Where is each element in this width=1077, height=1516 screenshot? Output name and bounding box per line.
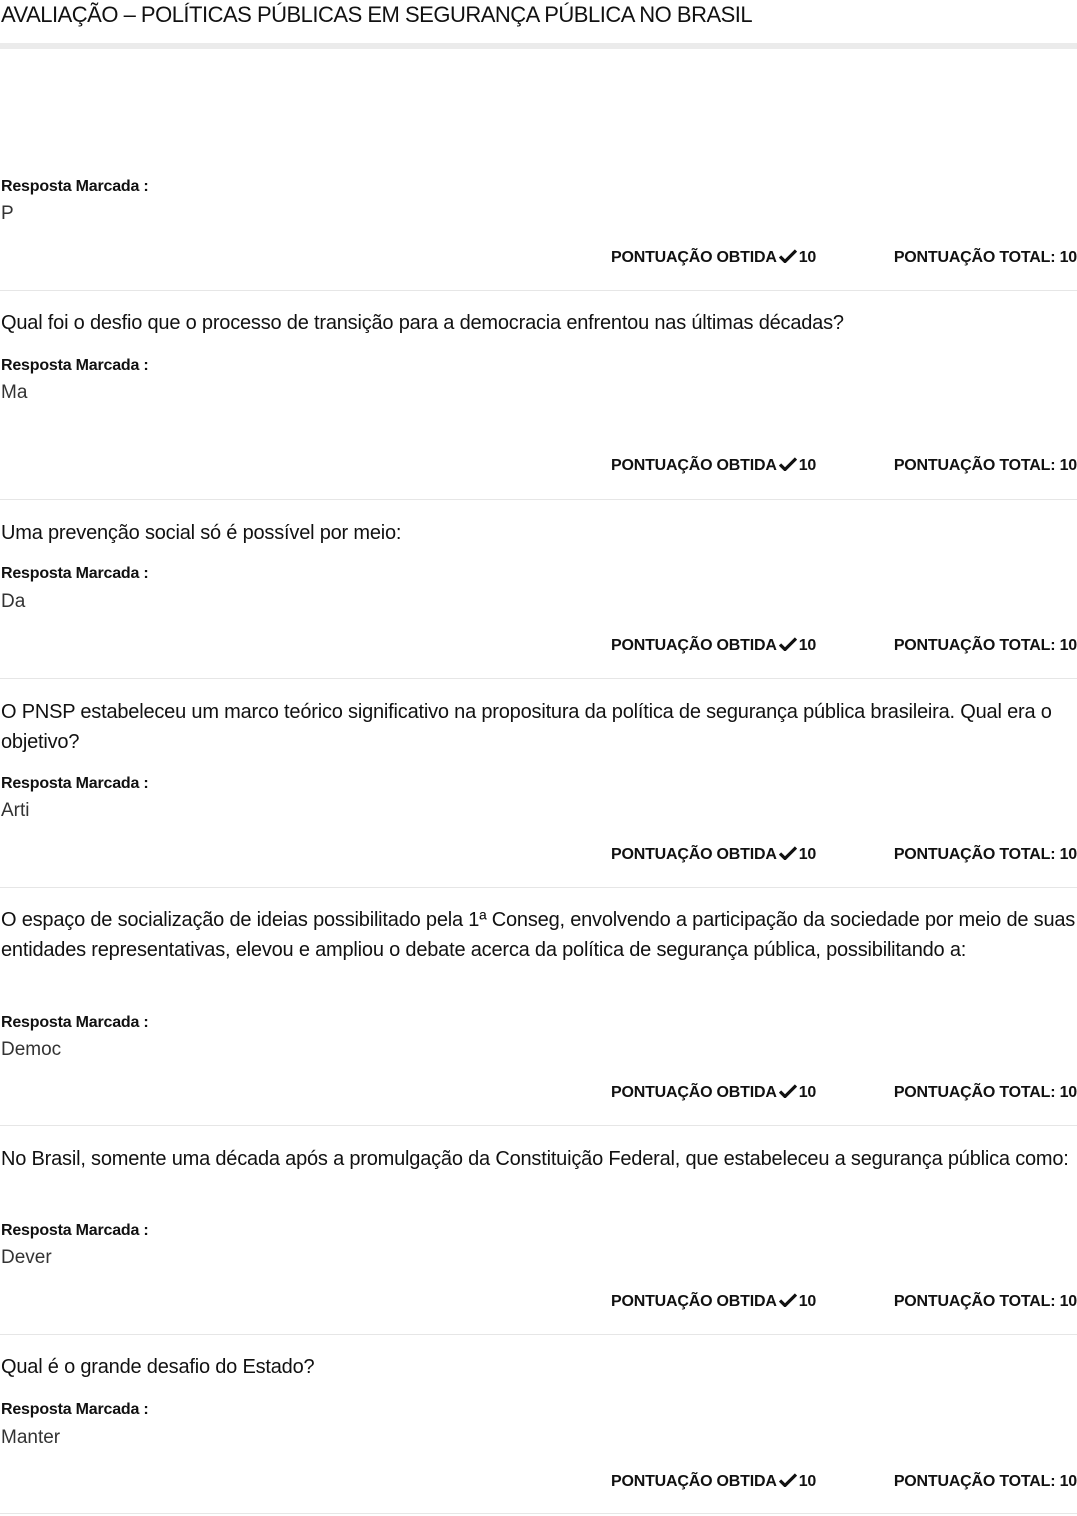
question-divider [0,1125,1077,1126]
question-divider [0,290,1077,291]
checkmark-icon [779,846,797,860]
score-obtained-value: 10 [798,637,817,654]
answer-label: Resposta Marcada : [1,357,149,374]
page-title: AVALIAÇÃO – POLÍTICAS PÚBLICAS EM SEGURANÇA PÚBLICA NO BRASIL [1,2,753,27]
score-obtained-value: 10 [798,457,817,474]
checkmark-icon [779,1293,797,1307]
checkmark-icon [779,637,797,651]
question-text: Qual foi o desfio que o processo de transição para a democracia enfrentou nas últimas décadas? [1,312,844,334]
score-obtained [611,846,816,864]
checkmark-icon [779,1084,797,1098]
score-obtained-value: 10 [798,1084,817,1101]
question-divider [0,1334,1077,1335]
answer-value: Democ [1,1039,62,1060]
answer-value: Dever [1,1247,52,1268]
score-obtained-label: PONTUAÇÃO OBTIDA [611,846,777,863]
answer-label: Resposta Marcada : [1,1222,149,1239]
score-total: PONTUAÇÃO TOTAL: 10 [893,1293,1077,1310]
answer-value: Arti [1,800,30,821]
answer-value: Manter [1,1427,61,1448]
score-obtained [611,457,816,475]
score-total: PONTUAÇÃO TOTAL: 10 [893,1473,1077,1490]
score-obtained-label: PONTUAÇÃO OBTIDA [611,1473,777,1490]
question-divider [0,499,1077,500]
score-obtained-value: 10 [798,846,817,863]
score-obtained [611,1293,816,1311]
answer-label: Resposta Marcada : [1,1014,149,1031]
answer-label: Resposta Marcada : [1,565,149,582]
score-total: PONTUAÇÃO TOTAL: 10 [893,1084,1077,1101]
question-text: O PNSP estabeleceu um marco teórico significativo na propositura da política de segurança pública brasileira. Qual era o objetivo? [1,701,1052,753]
score-obtained [611,1084,816,1102]
question-text: Uma prevenção social só é possível por meio: [1,522,402,544]
title-divider [0,43,1077,49]
score-obtained [611,249,816,267]
checkmark-icon [779,249,797,263]
score-obtained-label: PONTUAÇÃO OBTIDA [611,249,777,266]
score-obtained-value: 10 [798,249,817,266]
answer-value: Ma [1,382,28,403]
score-obtained-value: 10 [798,1473,817,1490]
checkmark-icon [779,1473,797,1487]
score-total: PONTUAÇÃO TOTAL: 10 [893,846,1077,863]
question-divider [0,1513,1077,1514]
score-total: PONTUAÇÃO TOTAL: 10 [893,249,1077,266]
answer-label: Resposta Marcada : [1,775,149,792]
question-divider [0,678,1077,679]
question-text: Qual é o grande desafio do Estado? [1,1356,315,1378]
answer-label: Resposta Marcada : [1,178,149,195]
score-obtained-label: PONTUAÇÃO OBTIDA [611,457,777,474]
checkmark-icon [779,457,797,471]
score-obtained-value: 10 [798,1293,817,1310]
score-obtained-label: PONTUAÇÃO OBTIDA [611,637,777,654]
score-obtained [611,1473,816,1491]
question-divider [0,887,1077,888]
answer-value: Da [1,591,26,612]
answer-value: P [1,203,14,224]
score-total: PONTUAÇÃO TOTAL: 10 [893,637,1077,654]
question-text: No Brasil, somente uma década após a promulgação da Constituição Federal, que estabeleceu a segurança pública como: [1,1148,1069,1170]
answer-label: Resposta Marcada : [1,1401,149,1418]
score-total: PONTUAÇÃO TOTAL: 10 [893,457,1077,474]
score-obtained-label: PONTUAÇÃO OBTIDA [611,1084,777,1101]
question-text: O espaço de socialização de ideias possibilitado pela 1ª Conseg, envolvendo a participação da sociedade por meio de suas entidades representativas, elevou e ampliou o debate acerca da política de segurança pública, possibilitando a: [1,909,1076,961]
score-obtained [611,637,816,655]
score-obtained-label: PONTUAÇÃO OBTIDA [611,1293,777,1310]
